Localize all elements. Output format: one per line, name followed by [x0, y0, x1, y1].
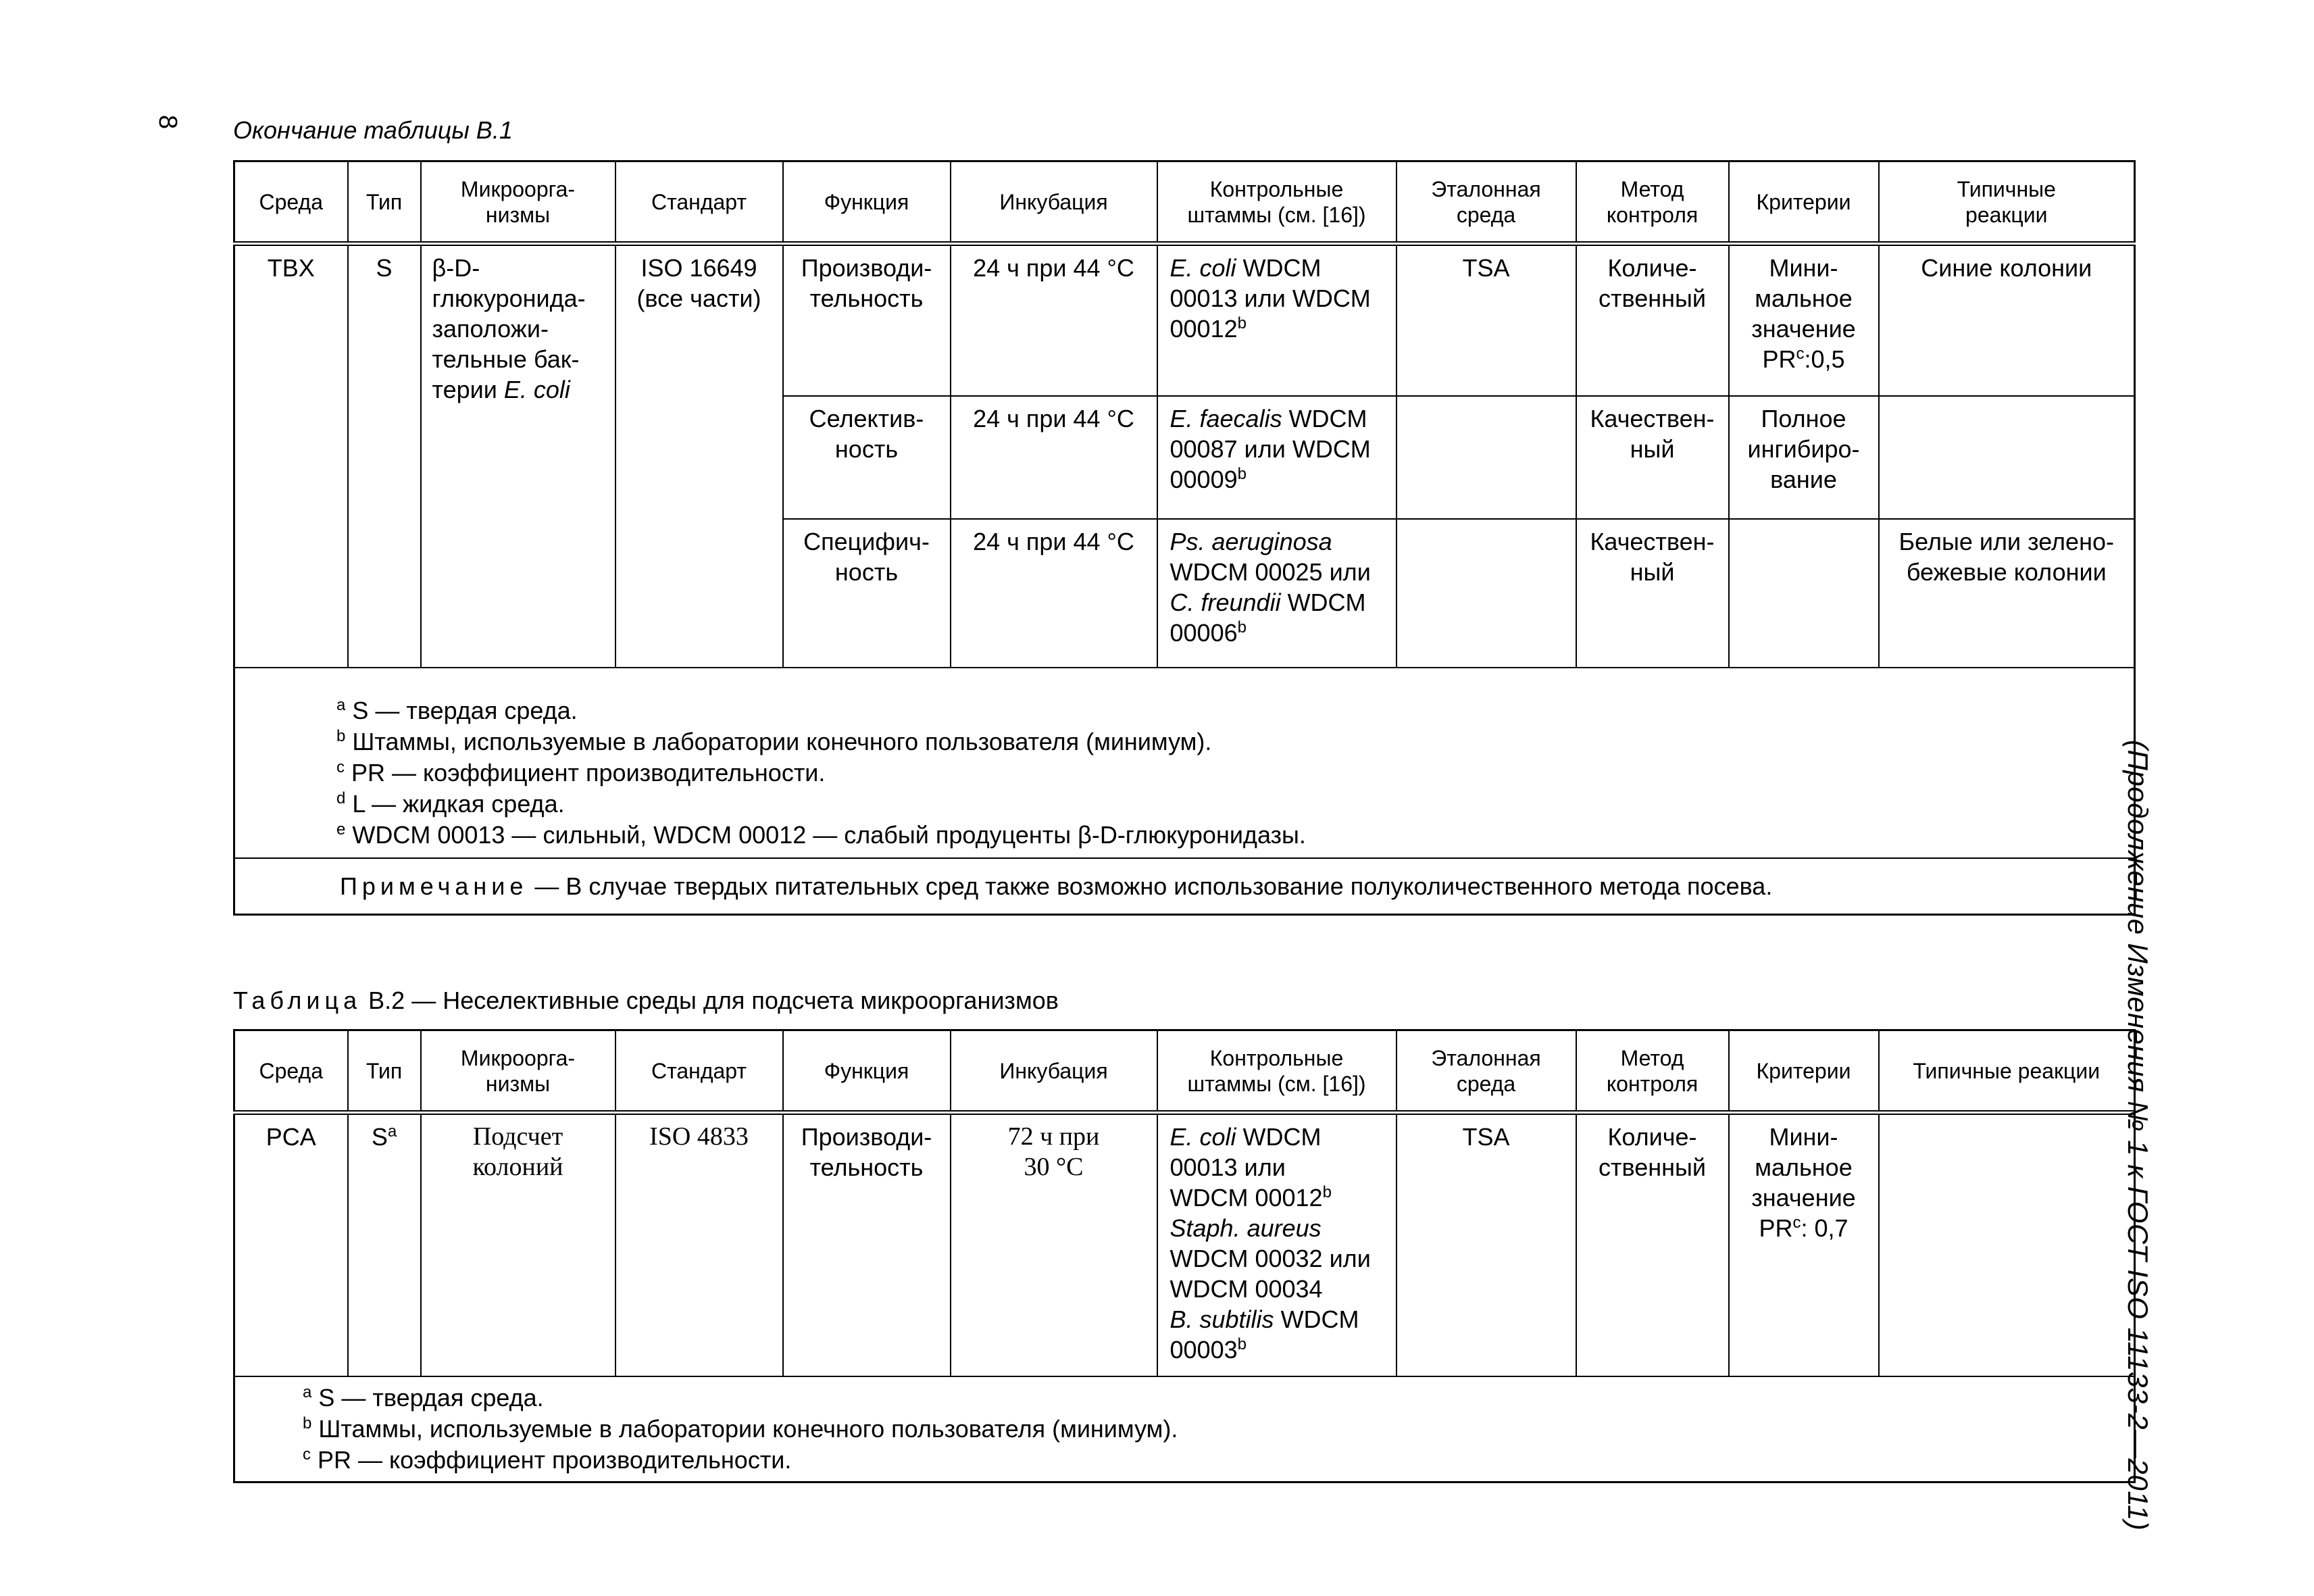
header-reactions: Типичные реакции	[1879, 1030, 2135, 1113]
cell-method: Количе- ственный	[1576, 244, 1729, 396]
cell-criteria-empty	[1729, 519, 1879, 668]
header-tip: Тип	[348, 161, 421, 244]
header-control-strains: Контрольные штаммы (см. [16])	[1157, 1030, 1397, 1113]
cell-incubation: 24 ч при 44 °С	[951, 396, 1157, 519]
header-standard: Стандарт	[615, 161, 783, 244]
footnotes-row	[234, 1376, 2135, 1482]
footnote: $^c$ PR — коэффициент производительности.	[336, 757, 826, 787]
cell-function: Производи- тельность	[783, 1113, 951, 1376]
table-b1	[233, 160, 2136, 916]
header-row	[234, 161, 2135, 244]
cell-reference: TSA	[1397, 244, 1576, 396]
cell-function: Селектив- ность	[783, 396, 951, 519]
header-criteria: Критерии	[1729, 1030, 1879, 1113]
cell-standard: ISO 4833	[615, 1113, 783, 1376]
header-method: Метод контроля	[1576, 1030, 1729, 1113]
header-tip: Тип	[348, 1030, 421, 1113]
header-control-strains: Контрольные штаммы (см. [16])	[1157, 161, 1397, 244]
footnote: $^a$ S — твердая среда.	[336, 695, 578, 724]
cell-reference-empty	[1397, 396, 1576, 519]
cell-method: Качествен- ный	[1576, 396, 1729, 519]
table-note: Примечание — В случае твердых питательных сред также возможно использование полуколичественного метода посева.	[234, 858, 2135, 915]
table-b2-caption: Таблица В.2 — Неселективные среды для подсчета микроорганизмов	[233, 987, 1059, 1014]
cell-sreda: PCA	[234, 1113, 348, 1376]
side-running-title: (Продолжение Изменения № 1 к ГОСТ ISO 11133-2—2011)	[2122, 740, 2154, 1531]
cell-function: Производи- тельность	[783, 244, 951, 396]
cell-reference-empty	[1397, 519, 1576, 668]
cell-strains: Ps. aeruginosa WDCM 00025 или C. freundii WDCM 00006$^b$	[1157, 519, 1397, 668]
footnote: $^b$ Штаммы, используемые в лаборатории конечного пользователя (минимум).	[303, 1414, 1178, 1443]
footnote: $^b$ Штаммы, используемые в лаборатории конечного пользователя (минимум).	[336, 726, 1212, 755]
cell-criteria: Мини- мальное значение $PR^c:0,5$	[1729, 244, 1879, 396]
cell-reactions: Синие колонии	[1879, 244, 2135, 396]
footnote: $^c$ PR — коэффициент производительности.	[303, 1445, 792, 1474]
table-b2	[233, 1029, 2136, 1483]
cell-sreda: TBX	[234, 244, 348, 668]
footnotes	[234, 1376, 2135, 1482]
header-reference-medium: Эталонная среда	[1397, 161, 1576, 244]
header-sreda: Среда	[234, 161, 348, 244]
footnotes-row	[234, 668, 2135, 858]
cell-criteria: Мини- мальное значение $PR^c$: 0,7	[1729, 1113, 1879, 1376]
cell-function: Специфич- ность	[783, 519, 951, 668]
cell-incubation: 24 ч при 44 °С	[951, 519, 1157, 668]
cell-tip: S	[348, 244, 421, 668]
header-standard: Стандарт	[615, 1030, 783, 1113]
cell-standard: ISO 16649 (все части)	[615, 244, 783, 668]
cell-reference: TSA	[1397, 1113, 1576, 1376]
page-number: 8	[153, 115, 182, 130]
footnote: $^a$ S — твердая среда.	[303, 1382, 544, 1412]
cell-reactions: Белые или зелено- бежевые колонии	[1879, 519, 2135, 668]
cell-strains: E. coli WDCM 00013 или WDCM 00012$^b$ Staph. aureus WDCM 00032 или WDCM 00034 B. subtilis WDCM 00003$^b$	[1157, 1113, 1397, 1376]
header-incubation: Инкубация	[951, 161, 1157, 244]
cell-reactions-empty	[1879, 1113, 2135, 1376]
footnote: $^d$ L — жидкая среда.	[336, 789, 565, 818]
cell-tip: $S^a$	[348, 1113, 421, 1376]
header-sreda: Среда	[234, 1030, 348, 1113]
header-method: Метод контроля	[1576, 161, 1729, 244]
header-reactions: Типичные реакции	[1879, 161, 2135, 244]
cell-incubation: 24 ч при 44 °С	[951, 244, 1157, 396]
cell-strains: E. coli WDCM 00013 или WDCM 00012$^b$	[1157, 244, 1397, 396]
cell-criteria: Полное ингибиро- вание	[1729, 396, 1879, 519]
table-caption-continued: Окончание таблицы В.1	[233, 116, 513, 144]
cell-incubation: 72 ч при 30 °С	[951, 1113, 1157, 1376]
header-row	[234, 1030, 2135, 1113]
table-row	[234, 1113, 2135, 1376]
header-micro: Микроорга- низмы	[421, 1030, 615, 1113]
header-function: Функция	[783, 161, 951, 244]
header-function: Функция	[783, 1030, 951, 1113]
cell-method: Количе- ственный	[1576, 1113, 1729, 1376]
cell-micro: Подсчет колоний	[421, 1113, 615, 1376]
header-reference-medium: Эталонная среда	[1397, 1030, 1576, 1113]
note-row	[234, 858, 2135, 915]
header-criteria: Критерии	[1729, 161, 1879, 244]
cell-strains: E. faecalis WDCM 00087 или WDCM 00009$^b$	[1157, 396, 1397, 519]
footnote: $^e$ WDCM 00013 — сильный, WDCM 00012 — слабый продуценты β-D-глюкуронидазы.	[336, 820, 1306, 849]
header-micro: Микроорга- низмы	[421, 161, 615, 244]
table-row	[234, 244, 2135, 396]
cell-micro: β-D- глюкуронида- заположи- тельные бак- терии E. coli	[421, 244, 615, 668]
footnotes	[234, 668, 2135, 858]
cell-method: Качествен- ный	[1576, 519, 1729, 668]
header-incubation: Инкубация	[951, 1030, 1157, 1113]
cell-reactions-empty	[1879, 396, 2135, 519]
